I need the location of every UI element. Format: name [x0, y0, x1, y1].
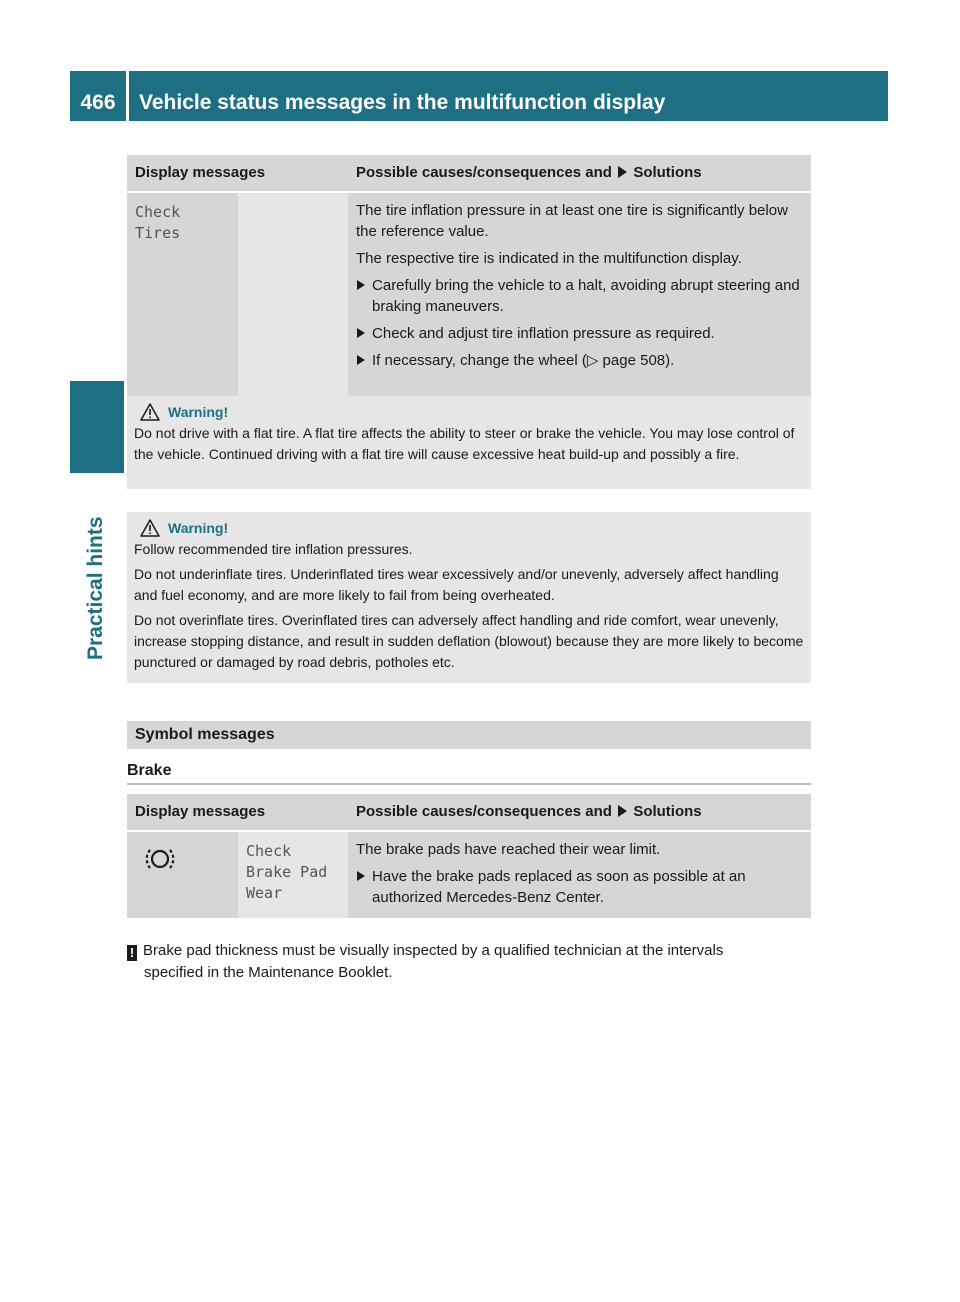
- column-header-solutions-text: Solutions: [633, 164, 702, 181]
- column-header-display: Display messages: [127, 155, 348, 192]
- side-tab-marker: [70, 381, 124, 473]
- brake-wear-icon: [143, 844, 177, 874]
- section-heading: Symbol messages: [127, 721, 811, 749]
- column-header-causes: [348, 155, 811, 192]
- step-arrow-icon: [357, 355, 365, 365]
- page-title: Vehicle status messages in the multifunction display: [139, 91, 666, 114]
- column-header-causes-text: Possible causes/consequences and: [356, 164, 612, 181]
- warning-box-inflation: [127, 512, 811, 683]
- solution-step-text: Carefully bring the vehicle to a halt, avoiding abrupt steering and braking maneuvers.: [372, 277, 800, 315]
- arrow-right-icon: [618, 805, 627, 817]
- step-arrow-icon: [357, 871, 365, 881]
- warning-text: Do not drive with a flat tire. A flat tire affects the ability to steer or brake the vehicle. You may lose control of the vehicle. Continued driving with a flat tire will cause excessive heat build-up and possibly a fire.: [134, 425, 795, 462]
- table-row: [127, 831, 811, 918]
- display-message-cell: [238, 831, 348, 918]
- table-row: [127, 192, 811, 409]
- cause-text: The brake pads have reached their wear limit.: [356, 841, 661, 858]
- empty-cell: [238, 192, 348, 409]
- warning-title: Warning!: [168, 403, 229, 420]
- table-header-row: [127, 155, 811, 192]
- notice-line: Brake pad thickness must be visually inspected by a qualified technician at the intervals: [143, 942, 724, 959]
- warning-text: Follow recommended tire inflation pressures.: [134, 541, 413, 557]
- warning-title: Warning!: [168, 519, 229, 536]
- column-header-causes-text: Possible causes/consequences and: [356, 803, 612, 820]
- display-message-cell: [127, 192, 238, 409]
- side-tab-label: Practical hints: [84, 516, 107, 660]
- brake-message-table: [127, 794, 811, 918]
- warning-box-flat-tire: [127, 396, 811, 489]
- tire-message-table: [127, 155, 811, 409]
- warning-header: [134, 517, 804, 539]
- solution-step: [356, 323, 803, 344]
- exclamation-icon: !: [127, 945, 137, 961]
- notice-line: specified in the Maintenance Booklet.: [144, 964, 393, 981]
- warning-triangle-icon: [140, 403, 160, 421]
- page-number: 466: [80, 91, 116, 114]
- solution-step: [356, 350, 803, 371]
- solution-step: [356, 866, 803, 908]
- table-header-row: [127, 794, 811, 831]
- warning-header: [134, 401, 804, 423]
- display-message-text: Check Tires: [135, 203, 181, 242]
- solutions-cell: [348, 831, 811, 918]
- solutions-cell: [348, 192, 811, 409]
- column-header-display: Display messages: [127, 794, 348, 831]
- column-header-solutions-text: Solutions: [633, 803, 702, 820]
- solution-step-link-text[interactable]: If necessary, change the wheel (▷ page 508).: [372, 352, 675, 369]
- warning-text: Do not overinflate tires. Overinflated tires can adversely affect handling and ride comfort, wear unevenly, increase stopping distance, and result in sudden deflation (blowout) because they are more likely to become punctured or damaged by road debris, potholes etc.: [134, 612, 804, 670]
- cause-text: The respective tire is indicated in the multifunction display.: [356, 250, 742, 267]
- warning-text: Do not underinflate tires. Underinflated tires wear excessively and/or unevenly, adversely affect handling and fuel economy, and are more likely to fail from being overheated.: [134, 566, 779, 603]
- display-message-text: Check Brake Pad Wear: [246, 842, 328, 902]
- notice-paragraph: [127, 940, 817, 984]
- solution-step-text: Check and adjust tire inflation pressure as required.: [372, 325, 715, 342]
- symbol-cell: [127, 831, 238, 918]
- step-arrow-icon: [357, 328, 365, 338]
- solution-step-text: Have the brake pads replaced as soon as possible at an authorized Mercedes-Benz Center.: [372, 868, 746, 906]
- step-arrow-icon: [357, 280, 365, 290]
- subsection-heading: Brake: [127, 760, 811, 785]
- solution-step: [356, 275, 803, 317]
- cause-text: The tire inflation pressure in at least one tire is significantly below the reference value.: [356, 202, 788, 240]
- warning-triangle-icon: [140, 519, 160, 537]
- arrow-right-icon: [618, 166, 627, 178]
- header-divider: [126, 71, 129, 121]
- column-header-causes: [348, 794, 811, 831]
